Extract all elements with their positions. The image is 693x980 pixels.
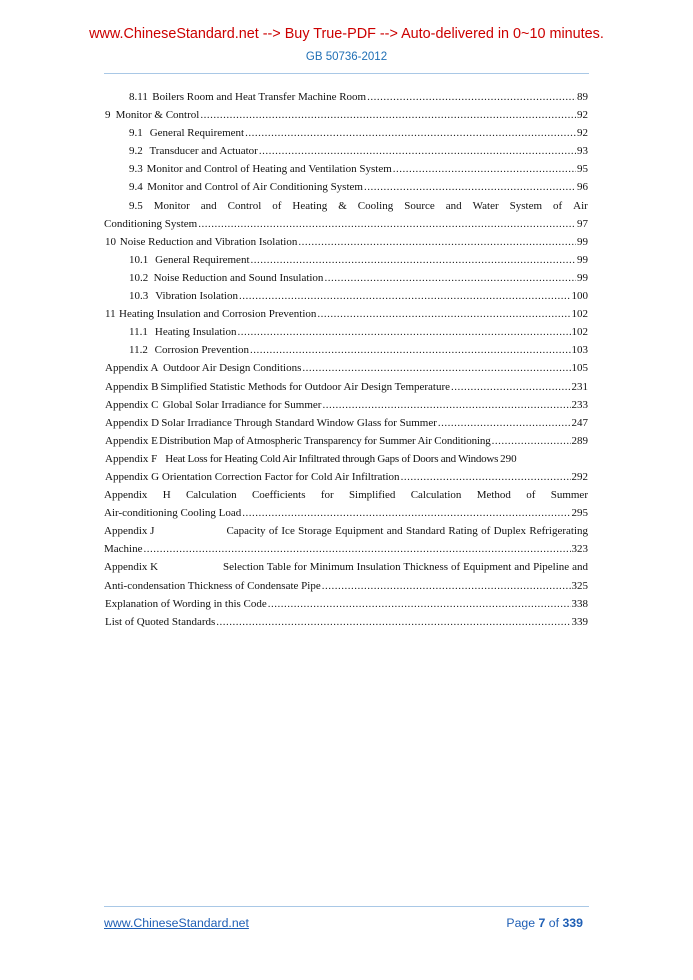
toc-number: 9 xyxy=(105,109,111,122)
toc-title: Orientation Correction Factor for Cold Air Infiltration xyxy=(161,470,400,483)
toc-page: 325 xyxy=(571,579,588,592)
toc-number: 11.1 xyxy=(129,326,148,339)
toc-page: 97 xyxy=(577,217,588,230)
toc-word: Cooling xyxy=(357,199,394,212)
toc-word: Coefficients xyxy=(251,489,306,502)
dot-leader xyxy=(367,88,576,106)
page-separator: of xyxy=(548,916,560,930)
toc-entry-appendix-h[interactable] xyxy=(104,486,588,522)
toc-number: 10.2 xyxy=(129,271,149,284)
toc-word: H xyxy=(162,489,171,502)
dot-leader xyxy=(268,595,571,613)
toc-word: Appendix K xyxy=(104,561,159,574)
toc-entry-appendix-j[interactable] xyxy=(104,522,588,558)
toc-title: Explanation of Wording in this Code xyxy=(105,597,267,610)
toc-title: Heating Insulation xyxy=(154,326,237,339)
dot-leader xyxy=(451,378,570,396)
toc-title: Monitor & Control xyxy=(115,109,200,122)
toc-word: Heating xyxy=(292,199,328,212)
toc-word: of xyxy=(272,199,282,212)
toc-page: 99 xyxy=(577,235,588,248)
dot-leader xyxy=(401,468,571,486)
toc-number: Appendix A xyxy=(105,362,159,375)
toc-title: Noise Reduction and Sound Insulation xyxy=(153,271,324,284)
toc-page: 100 xyxy=(571,290,588,303)
toc-word: System xyxy=(509,199,543,212)
dot-leader xyxy=(317,305,570,323)
toc-word: of xyxy=(526,489,536,502)
toc-entry-explanation-of-wording[interactable] xyxy=(104,595,588,613)
toc-word: of xyxy=(553,199,563,212)
toc-title: Solar Irradiance Through Standard Window Glass for Summer xyxy=(161,416,437,429)
toc-title: General Requirement xyxy=(155,253,250,266)
toc-title: Outdoor Air Design Conditions xyxy=(162,362,302,375)
toc-word: Control xyxy=(227,199,262,212)
toc-entry-list-of-quoted-standards[interactable] xyxy=(104,613,588,631)
toc-title-line-1 xyxy=(104,522,588,540)
header-rule xyxy=(104,73,589,74)
toc-title: Heat Loss for Heating Cold Air Infiltrated through Gaps of Doors and Windows xyxy=(165,452,499,465)
toc-word: Simplified xyxy=(348,489,396,502)
toc-title: General Requirement xyxy=(149,127,245,140)
toc-word: Selection Table for Minimum Insulation Thickness of Equipment and Pipeline and xyxy=(223,561,588,574)
toc-page: 96 xyxy=(577,181,588,194)
toc-word: Source xyxy=(404,199,435,212)
dot-leader xyxy=(393,160,576,178)
toc-page: 92 xyxy=(577,109,588,122)
toc-entry-10-1[interactable] xyxy=(104,251,588,269)
toc-page: 92 xyxy=(577,127,588,140)
toc-title-line-2: Conditioning System xyxy=(104,217,198,230)
document-number: GB 50736-2012 xyxy=(305,51,388,63)
toc-page: 339 xyxy=(571,615,588,628)
toc-page: 99 xyxy=(577,253,588,266)
toc-page: 247 xyxy=(571,416,588,429)
toc-number: 10.1 xyxy=(129,253,149,266)
toc-title: Distribution Map of Atmospheric Transparency for Summer Air Conditioning xyxy=(159,434,491,447)
toc-entry-11[interactable] xyxy=(104,305,588,323)
dot-leader xyxy=(250,341,570,359)
toc-page: 323 xyxy=(571,543,588,556)
toc-entry-appendix-e[interactable] xyxy=(104,432,588,450)
toc-entry-11-1[interactable] xyxy=(104,323,588,341)
toc-entry-10[interactable] xyxy=(104,233,588,251)
toc-page: 89 xyxy=(577,91,588,103)
toc-title: Boilers Room and Heat Transfer Machine Room xyxy=(152,91,367,103)
toc-title-line-2: Air-conditioning Cooling Load xyxy=(104,507,242,520)
toc-title-line-1 xyxy=(104,197,588,215)
toc-page: 105 xyxy=(571,362,588,375)
dot-leader xyxy=(200,106,576,124)
toc-page: 290 xyxy=(500,452,517,465)
toc-word: and xyxy=(445,199,462,212)
toc-page: 289 xyxy=(571,434,588,447)
toc-page: 295 xyxy=(571,507,588,520)
toc-word: Air xyxy=(573,199,588,212)
toc-number: 9.5 xyxy=(129,199,143,212)
toc-entry-9-5[interactable] xyxy=(104,197,588,233)
dot-leader xyxy=(239,287,571,305)
toc-entry-8-11[interactable] xyxy=(104,88,588,106)
purchase-banner[interactable]: www.ChineseStandard.net --> Buy True-PDF --> Auto-delivered in 0~10 minutes. xyxy=(89,26,604,42)
toc-number: Appendix B xyxy=(105,380,159,393)
toc-title: Monitor and Control of Air Conditioning System xyxy=(147,181,363,194)
toc-word: Monitor xyxy=(153,199,190,212)
toc-page: 292 xyxy=(571,470,588,483)
dot-leader xyxy=(242,504,570,522)
toc-page: 102 xyxy=(571,308,588,321)
toc-title: Global Solar Irradiance for Summer xyxy=(162,398,322,411)
toc-entry-9-4[interactable] xyxy=(104,178,588,196)
dot-leader xyxy=(237,323,570,341)
toc-word: Calculation xyxy=(410,489,462,502)
dot-leader xyxy=(216,613,570,631)
toc-number: Appendix E xyxy=(105,434,158,447)
toc-number: 11 xyxy=(105,308,116,321)
dot-leader xyxy=(322,396,570,414)
toc-page: 93 xyxy=(577,145,588,158)
dot-leader xyxy=(364,178,576,196)
toc-entry-11-2[interactable] xyxy=(104,341,588,359)
toc-entry-appendix-a[interactable] xyxy=(104,359,588,377)
toc-page: 338 xyxy=(571,597,588,610)
dot-leader xyxy=(438,414,571,432)
toc-word: Appendix J xyxy=(104,525,155,538)
toc-number: 9.2 xyxy=(129,145,143,158)
dot-leader xyxy=(198,215,576,233)
toc-title-line-2: Machine xyxy=(104,543,143,556)
toc-entry-9-1[interactable] xyxy=(104,124,588,142)
table-of-contents xyxy=(104,88,588,631)
toc-number: Appendix D xyxy=(105,416,160,429)
toc-entry-appendix-f[interactable] xyxy=(104,450,588,468)
toc-number: 11.2 xyxy=(129,344,148,357)
toc-number: Appendix F xyxy=(105,452,158,465)
toc-title: Vibration Isolation xyxy=(155,290,238,303)
toc-word: Method xyxy=(476,489,511,502)
toc-entry-9[interactable] xyxy=(104,106,588,124)
toc-word: and xyxy=(200,199,217,212)
dot-leader xyxy=(322,577,571,595)
toc-entry-9-3[interactable] xyxy=(104,160,588,178)
toc-title: Simplified Statistic Methods for Outdoor Air Design Temperature xyxy=(160,380,451,393)
toc-word: & xyxy=(338,199,347,212)
dot-leader xyxy=(492,432,571,450)
toc-title-line-1 xyxy=(104,558,588,576)
toc-number: 9.3 xyxy=(129,163,143,176)
toc-entry-10-2[interactable] xyxy=(104,269,588,287)
toc-page: 102 xyxy=(571,326,588,339)
toc-title: Monitor and Control of Heating and Ventilation System xyxy=(146,163,392,176)
dot-leader xyxy=(302,359,570,377)
page-indicator xyxy=(506,916,583,930)
toc-word: for xyxy=(320,489,334,502)
toc-title: Noise Reduction and Vibration Isolation xyxy=(119,235,298,248)
toc-entry-appendix-g[interactable] xyxy=(104,468,588,486)
toc-word: Capacity of Ice Storage Equipment and Standard Rating of Duplex Refrigerating xyxy=(226,525,588,538)
toc-page: 99 xyxy=(577,271,588,284)
total-page-count: 339 xyxy=(562,916,583,930)
toc-title: Corrosion Prevention xyxy=(154,344,250,357)
toc-entry-10-3[interactable] xyxy=(104,287,588,305)
toc-number: 9.1 xyxy=(129,127,143,140)
dot-leader xyxy=(245,124,576,142)
page-label: Page xyxy=(506,916,536,930)
toc-word: Calculation xyxy=(185,489,237,502)
current-page-number: 7 xyxy=(538,916,546,930)
footer-rule xyxy=(104,906,589,907)
toc-word: Summer xyxy=(550,489,588,502)
toc-entry-appendix-b[interactable] xyxy=(104,378,588,396)
toc-title-line-2: Anti-condensation Thickness of Condensate Pipe xyxy=(104,579,321,592)
toc-entry-appendix-k[interactable] xyxy=(104,558,588,594)
toc-title-line-1 xyxy=(104,486,588,504)
toc-page: 95 xyxy=(577,163,588,176)
dot-leader xyxy=(251,251,576,269)
dot-leader xyxy=(259,142,576,160)
toc-title: Heating Insulation and Corrosion Prevention xyxy=(119,308,317,321)
toc-word: Appendix xyxy=(104,489,148,502)
toc-page: 233 xyxy=(571,398,588,411)
toc-number: Appendix G xyxy=(105,470,160,483)
dot-leader xyxy=(143,540,570,558)
dot-leader xyxy=(324,269,576,287)
toc-number: 10.3 xyxy=(129,290,149,303)
toc-entry-appendix-c[interactable] xyxy=(104,396,588,414)
toc-number: 8.11 xyxy=(129,91,148,103)
toc-number: Appendix C xyxy=(105,398,159,411)
toc-entry-9-2[interactable] xyxy=(104,142,588,160)
toc-title: List of Quoted Standards xyxy=(105,615,216,628)
footer-site-link[interactable]: www.ChineseStandard.net xyxy=(104,916,249,930)
toc-number: 9.4 xyxy=(129,181,143,194)
toc-word: Water xyxy=(472,199,499,212)
toc-page: 103 xyxy=(571,344,588,357)
toc-number: 10 xyxy=(105,235,116,248)
toc-page: 231 xyxy=(571,380,588,393)
dot-leader xyxy=(298,233,576,251)
toc-entry-appendix-d[interactable] xyxy=(104,414,588,432)
toc-title: Transducer and Actuator xyxy=(149,145,258,158)
